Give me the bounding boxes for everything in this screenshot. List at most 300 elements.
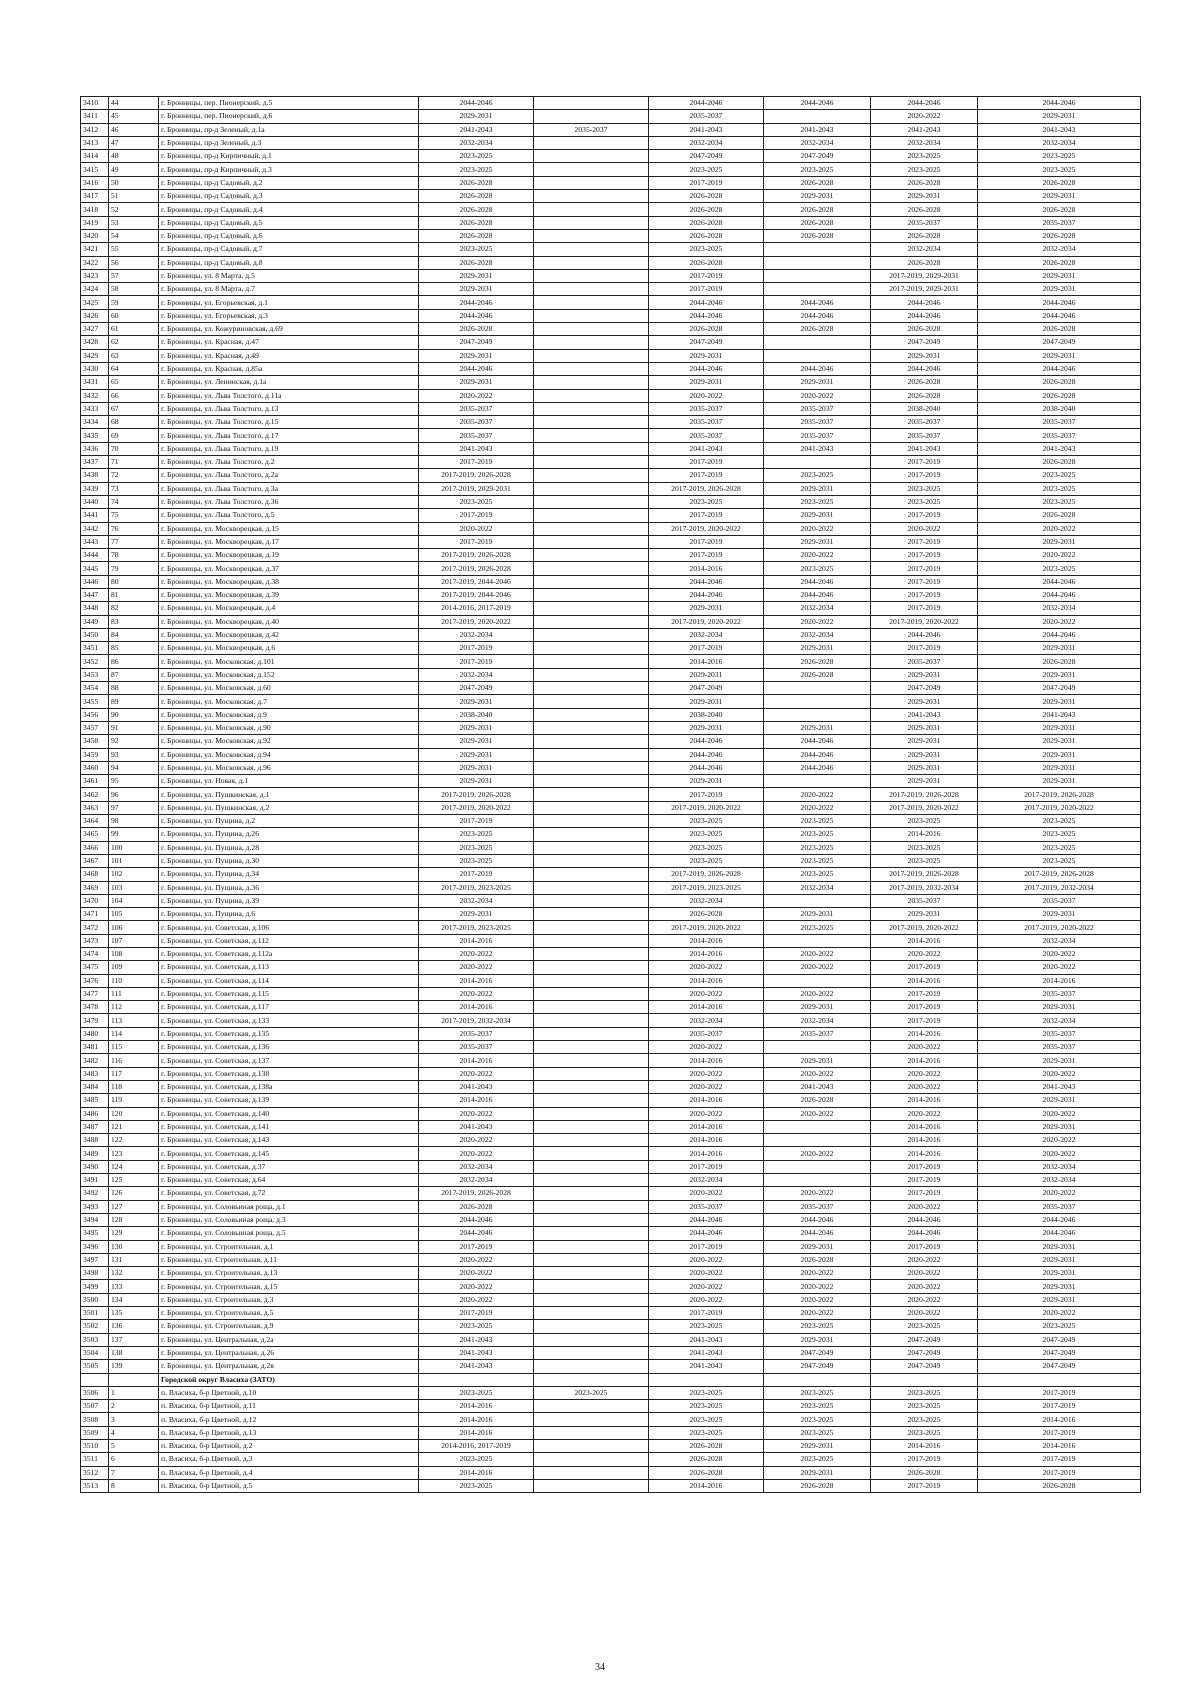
period-cell-1: 2026-2028 <box>419 203 534 216</box>
period-cell-5: 2029-2031 <box>871 761 978 774</box>
period-cell-6: 2029-2031 <box>978 1293 1141 1306</box>
period-cell-2 <box>534 1240 649 1253</box>
period-cell-2 <box>534 628 649 641</box>
period-cell-1: 2020-2022 <box>419 389 534 402</box>
period-cell-6: 2032-2034 <box>978 136 1141 149</box>
address-cell: г. Бронницы, ул. Советская, д.137 <box>159 1054 419 1067</box>
period-cell-6: 2026-2028 <box>978 1479 1141 1492</box>
local-number-cell: 103 <box>109 881 159 894</box>
local-number-cell: 67 <box>109 402 159 415</box>
period-cell-1: 2020-2022 <box>419 1134 534 1147</box>
period-cell-4: 2023-2025 <box>764 1400 871 1413</box>
period-cell-2 <box>534 841 649 854</box>
local-number-cell: 75 <box>109 509 159 522</box>
period-cell-3: 2035-2037 <box>649 416 764 429</box>
table-row <box>81 190 1141 203</box>
period-cell-3: 2032-2034 <box>649 628 764 641</box>
period-cell-3: 2044-2046 <box>649 748 764 761</box>
table-row <box>81 362 1141 375</box>
period-cell-1: 2020-2022 <box>419 948 534 961</box>
period-cell-2 <box>534 1307 649 1320</box>
period-cell-5: 2017-2019 <box>871 602 978 615</box>
period-cell-6: 2029-2031 <box>978 775 1141 788</box>
table-row <box>81 1293 1141 1306</box>
table-row <box>81 908 1141 921</box>
period-cell-1: 2014-2016 <box>419 974 534 987</box>
period-cell-5: 2014-2016 <box>871 1094 978 1107</box>
period-cell-1: 2026-2028 <box>419 1200 534 1213</box>
address-cell: г. Бронницы, ул. Москворецкая, д.17 <box>159 535 419 548</box>
table-row <box>81 815 1141 828</box>
period-cell-4: 2020-2022 <box>764 987 871 1000</box>
address-cell: г. Бронницы, пер. Пионерский, д.5 <box>159 97 419 110</box>
row-number-cell: 3413 <box>81 136 109 149</box>
period-cell-5: 2023-2025 <box>871 1320 978 1333</box>
address-cell: п. Власиха, б-р Цветной, д.12 <box>159 1413 419 1426</box>
row-number-cell: 3483 <box>81 1067 109 1080</box>
local-number-cell: 66 <box>109 389 159 402</box>
table-row <box>81 323 1141 336</box>
row-number-cell: 3505 <box>81 1360 109 1373</box>
period-cell-4: 2023-2025 <box>764 1426 871 1439</box>
period-cell-1: 2032-2034 <box>419 1174 534 1187</box>
period-cell-3: 2044-2046 <box>649 309 764 322</box>
table-row <box>81 349 1141 362</box>
period-cell-5: 2047-2049 <box>871 1333 978 1346</box>
period-cell-3: 2014-2016 <box>649 1120 764 1133</box>
period-cell-5: 2017-2019, 2020-2022 <box>871 921 978 934</box>
period-cell-3: 2014-2016 <box>649 1094 764 1107</box>
row-number-cell: 3420 <box>81 229 109 242</box>
table-row <box>81 748 1141 761</box>
row-number-cell: 3447 <box>81 588 109 601</box>
period-cell-6: 2047-2049 <box>978 1346 1141 1359</box>
period-cell-6: 2023-2025 <box>978 815 1141 828</box>
row-number-cell: 3436 <box>81 442 109 455</box>
local-number-cell: 96 <box>109 788 159 801</box>
period-cell-5: 2017-2019, 2020-2022 <box>871 801 978 814</box>
address-cell: г. Бронницы, ул. Центральная, д.2а <box>159 1333 419 1346</box>
period-cell-4: 2047-2049 <box>764 1360 871 1373</box>
address-cell: г. Бронницы, ул. Льва Толстого, д.11а <box>159 389 419 402</box>
period-cell-4: 2023-2025 <box>764 815 871 828</box>
period-cell-3: 2014-2016 <box>649 1001 764 1014</box>
period-cell-5: 2017-2019 <box>871 1014 978 1027</box>
table-row <box>81 150 1141 163</box>
table-row <box>81 97 1141 110</box>
period-cell-3: 2017-2019 <box>649 1240 764 1253</box>
address-cell: г. Бронницы, ул. Строительная, д.1 <box>159 1240 419 1253</box>
address-cell: г. Бронницы, ул. Пушкинская, д.1 <box>159 788 419 801</box>
local-number-cell: 87 <box>109 668 159 681</box>
local-number-cell: 93 <box>109 748 159 761</box>
table-row <box>81 110 1141 123</box>
period-cell-1: 2026-2028 <box>419 190 534 203</box>
period-cell-6: 2017-2019, 2026-2028 <box>978 868 1141 881</box>
period-cell-5: 2035-2037 <box>871 429 978 442</box>
address-cell: г. Бронницы, ул. Москворецкая, д.37 <box>159 562 419 575</box>
period-cell-4: 2035-2037 <box>764 1027 871 1040</box>
period-cell-3: 2020-2022 <box>649 1041 764 1054</box>
period-cell-2 <box>534 509 649 522</box>
period-cell-6: 2029-2031 <box>978 1240 1141 1253</box>
period-cell-2 <box>534 1227 649 1240</box>
period-cell-3: 2020-2022 <box>649 1267 764 1280</box>
address-cell: г. Бронницы, ул. Пушкинская, д.2 <box>159 801 419 814</box>
period-cell-3: 2047-2049 <box>649 682 764 695</box>
period-cell-1: 2017-2019, 2026-2028 <box>419 1187 534 1200</box>
table-row <box>81 336 1141 349</box>
period-cell-5: 2017-2019 <box>871 509 978 522</box>
period-cell-1: 2020-2022 <box>419 1293 534 1306</box>
period-cell-5: 2017-2019 <box>871 456 978 469</box>
table-row <box>81 1200 1141 1213</box>
period-cell-6: 2044-2046 <box>978 628 1141 641</box>
period-cell-1: 2041-2043 <box>419 442 534 455</box>
period-cell-5: 2029-2031 <box>871 695 978 708</box>
period-cell-2 <box>534 721 649 734</box>
period-cell-2 <box>534 815 649 828</box>
period-cell-5 <box>871 1373 978 1386</box>
period-cell-1: 2017-2019, 2044-2046 <box>419 575 534 588</box>
period-cell-2 <box>534 1360 649 1373</box>
local-number-cell: 110 <box>109 974 159 987</box>
period-cell-4: 2044-2046 <box>764 1227 871 1240</box>
period-cell-2 <box>534 562 649 575</box>
period-cell-6: 2041-2043 <box>978 1080 1141 1093</box>
address-cell: г. Бронницы, ул. Московская, д.96 <box>159 761 419 774</box>
period-cell-2 <box>534 868 649 881</box>
period-cell-4: 2023-2025 <box>764 562 871 575</box>
period-cell-4: 2029-2031 <box>764 509 871 522</box>
address-cell: г. Бронницы, ул. Советская, д.114 <box>159 974 419 987</box>
period-cell-2 <box>534 615 649 628</box>
local-number-cell: 52 <box>109 203 159 216</box>
local-number-cell: 89 <box>109 695 159 708</box>
period-cell-3: 2041-2043 <box>649 1333 764 1346</box>
local-number-cell: 80 <box>109 575 159 588</box>
local-number-cell: 106 <box>109 921 159 934</box>
address-cell: г. Бронницы, ул. Советская, д.37 <box>159 1160 419 1173</box>
period-cell-4: 2023-2025 <box>764 495 871 508</box>
period-cell-3: 2014-2016 <box>649 948 764 961</box>
period-cell-6: 2032-2034 <box>978 243 1141 256</box>
table-row <box>81 575 1141 588</box>
period-cell-6: 2044-2046 <box>978 309 1141 322</box>
period-cell-6: 2014-2016 <box>978 974 1141 987</box>
row-number-cell: 3500 <box>81 1293 109 1306</box>
address-cell: п. Власиха, б-р Цветной, д.10 <box>159 1386 419 1399</box>
table-row <box>81 1373 1141 1386</box>
period-cell-6: 2026-2028 <box>978 376 1141 389</box>
period-cell-4: 2026-2028 <box>764 216 871 229</box>
period-cell-2 <box>534 203 649 216</box>
period-cell-5: 2023-2025 <box>871 1426 978 1439</box>
period-cell-5: 2047-2049 <box>871 1346 978 1359</box>
period-cell-4 <box>764 1160 871 1173</box>
address-cell: г. Бронницы, пр-д Садовый, д.2 <box>159 176 419 189</box>
table-row <box>81 987 1141 1000</box>
period-cell-1: 2023-2025 <box>419 1320 534 1333</box>
table-row <box>81 1240 1141 1253</box>
row-number-cell: 3495 <box>81 1227 109 1240</box>
period-cell-2 <box>534 948 649 961</box>
period-cell-4: 2029-2031 <box>764 908 871 921</box>
period-cell-4: 2023-2025 <box>764 921 871 934</box>
period-cell-5: 2017-2019, 2020-2022 <box>871 615 978 628</box>
local-number-cell: 115 <box>109 1041 159 1054</box>
address-cell: г. Бронницы, пр-д Зеленый, д.3 <box>159 136 419 149</box>
period-cell-2 <box>534 987 649 1000</box>
address-cell: п. Власиха, б-р Цветной, д.4 <box>159 1466 419 1479</box>
period-cell-5: 2023-2025 <box>871 815 978 828</box>
period-cell-4 <box>764 1174 871 1187</box>
period-cell-4: 2029-2031 <box>764 376 871 389</box>
period-cell-6: 2029-2031 <box>978 735 1141 748</box>
period-cell-4 <box>764 974 871 987</box>
period-cell-6: 2032-2034 <box>978 1174 1141 1187</box>
table-row <box>81 1307 1141 1320</box>
address-cell: г. Бронницы, ул. Советская, д.135 <box>159 1027 419 1040</box>
period-cell-1: 2023-2025 <box>419 854 534 867</box>
row-number-cell: 3476 <box>81 974 109 987</box>
period-cell-1: 2017-2019, 2026-2028 <box>419 562 534 575</box>
local-number-cell: 98 <box>109 815 159 828</box>
row-number-cell: 3470 <box>81 894 109 907</box>
period-cell-3: 2029-2031 <box>649 668 764 681</box>
period-cell-2 <box>534 402 649 415</box>
period-cell-6: 2017-2019 <box>978 1386 1141 1399</box>
period-cell-6: 2029-2031 <box>978 190 1141 203</box>
period-cell-3: 2017-2019 <box>649 642 764 655</box>
period-cell-3: 2041-2043 <box>649 123 764 136</box>
period-cell-2 <box>534 1134 649 1147</box>
row-number-cell: 3477 <box>81 987 109 1000</box>
period-cell-3: 2047-2049 <box>649 150 764 163</box>
table-row <box>81 602 1141 615</box>
local-number-cell: 137 <box>109 1333 159 1346</box>
address-cell: г. Бронницы, ул. Льва Толстого, д.3а <box>159 482 419 495</box>
period-cell-2 <box>534 1400 649 1413</box>
row-number-cell: 3442 <box>81 522 109 535</box>
row-number-cell: 3411 <box>81 110 109 123</box>
row-number-cell: 3456 <box>81 708 109 721</box>
row-number-cell: 3506 <box>81 1386 109 1399</box>
table-row <box>81 801 1141 814</box>
period-cell-1: 2044-2046 <box>419 1213 534 1226</box>
period-cell-2 <box>534 389 649 402</box>
period-cell-4: 2026-2028 <box>764 655 871 668</box>
table-row <box>81 442 1141 455</box>
period-cell-2 <box>534 349 649 362</box>
period-cell-3: 2017-2019 <box>649 509 764 522</box>
local-number-cell: 101 <box>109 854 159 867</box>
local-number-cell: 49 <box>109 163 159 176</box>
period-cell-3: 2044-2046 <box>649 296 764 309</box>
period-cell-6: 2035-2037 <box>978 1200 1141 1213</box>
period-cell-6: 2044-2046 <box>978 575 1141 588</box>
period-cell-6: 2017-2019 <box>978 1466 1141 1479</box>
period-cell-3: 2020-2022 <box>649 1253 764 1266</box>
table-row <box>81 1453 1141 1466</box>
period-cell-3: 2029-2031 <box>649 602 764 615</box>
period-cell-2 <box>534 1253 649 1266</box>
period-cell-2 <box>534 1107 649 1120</box>
address-cell: г. Бронницы, ул. Красная, д.47 <box>159 336 419 349</box>
row-number-cell: 3475 <box>81 961 109 974</box>
period-cell-3: 2035-2037 <box>649 110 764 123</box>
period-cell-6: 2029-2031 <box>978 1120 1141 1133</box>
row-number-cell: 3453 <box>81 668 109 681</box>
period-cell-6: 2020-2022 <box>978 1067 1141 1080</box>
row-number-cell: 3469 <box>81 881 109 894</box>
period-cell-1: 2014-2016 <box>419 1400 534 1413</box>
period-cell-4: 2020-2022 <box>764 522 871 535</box>
table-row <box>81 1187 1141 1200</box>
address-cell: п. Власиха, б-р Цветной, д.2 <box>159 1439 419 1452</box>
table-row <box>81 283 1141 296</box>
period-cell-5: 2020-2022 <box>871 1067 978 1080</box>
period-cell-5: 2023-2025 <box>871 1413 978 1426</box>
period-cell-4: 2035-2037 <box>764 416 871 429</box>
period-cell-4: 2047-2049 <box>764 1346 871 1359</box>
period-cell-4: 2026-2028 <box>764 203 871 216</box>
period-cell-5: 2047-2049 <box>871 336 978 349</box>
table-row <box>81 894 1141 907</box>
period-cell-1: 2026-2028 <box>419 323 534 336</box>
period-cell-3: 2047-2049 <box>649 336 764 349</box>
period-cell-2 <box>534 961 649 974</box>
table-row <box>81 495 1141 508</box>
period-cell-6: 2020-2022 <box>978 615 1141 628</box>
local-number-cell: 132 <box>109 1267 159 1280</box>
address-cell: г. Бронницы, ул. Центральная, д.2в <box>159 1360 419 1373</box>
period-cell-1: 2041-2043 <box>419 1333 534 1346</box>
period-cell-6: 2041-2043 <box>978 442 1141 455</box>
period-cell-1: 2026-2028 <box>419 256 534 269</box>
row-number-cell: 3463 <box>81 801 109 814</box>
period-cell-6: 2029-2031 <box>978 1253 1141 1266</box>
period-cell-4: 2026-2028 <box>764 668 871 681</box>
period-cell-4 <box>764 456 871 469</box>
period-cell-1: 2014-2016 <box>419 1001 534 1014</box>
period-cell-3: 2026-2028 <box>649 216 764 229</box>
address-cell: г. Бронницы, ул. Советская, д.143 <box>159 1134 419 1147</box>
period-cell-1: 2017-2019, 2026-2028 <box>419 549 534 562</box>
period-cell-5: 2023-2025 <box>871 841 978 854</box>
period-cell-1: 2044-2046 <box>419 97 534 110</box>
row-number-cell: 3412 <box>81 123 109 136</box>
local-number-cell: 78 <box>109 549 159 562</box>
period-cell-3: 2026-2028 <box>649 1466 764 1479</box>
period-cell-1: 2032-2034 <box>419 136 534 149</box>
period-cell-3: 2041-2043 <box>649 1360 764 1373</box>
period-cell-3: 2044-2046 <box>649 588 764 601</box>
period-cell-5: 2020-2022 <box>871 1253 978 1266</box>
period-cell-6: 2023-2025 <box>978 828 1141 841</box>
address-cell: г. Бронницы, ул. Строительная, д.13 <box>159 1267 419 1280</box>
local-number-cell: 4 <box>109 1426 159 1439</box>
period-cell-6: 2029-2031 <box>978 349 1141 362</box>
address-cell: г. Бронницы, ул. Строительная, д.9 <box>159 1320 419 1333</box>
period-cell-1: 2017-2019, 2023-2025 <box>419 921 534 934</box>
local-number-cell: 73 <box>109 482 159 495</box>
period-cell-3: 2017-2019 <box>649 456 764 469</box>
period-cell-4 <box>764 1041 871 1054</box>
period-cell-5: 2047-2049 <box>871 682 978 695</box>
period-cell-2 <box>534 1293 649 1306</box>
period-cell-1: 2026-2028 <box>419 216 534 229</box>
period-cell-4: 2020-2022 <box>764 961 871 974</box>
period-cell-2 <box>534 1373 649 1386</box>
period-cell-4 <box>764 1134 871 1147</box>
period-cell-5: 2029-2031 <box>871 349 978 362</box>
period-cell-4 <box>764 256 871 269</box>
table-row <box>81 695 1141 708</box>
period-cell-3: 2014-2016 <box>649 1054 764 1067</box>
period-cell-4 <box>764 894 871 907</box>
period-cell-6: 2017-2019, 2020-2022 <box>978 921 1141 934</box>
local-number-cell: 45 <box>109 110 159 123</box>
period-cell-5: 2014-2016 <box>871 934 978 947</box>
local-number-cell: 130 <box>109 1240 159 1253</box>
table-row <box>81 1014 1141 1027</box>
period-cell-4: 2020-2022 <box>764 1293 871 1306</box>
row-number-cell: 3471 <box>81 908 109 921</box>
period-cell-4: 2020-2022 <box>764 1267 871 1280</box>
address-cell: г. Бронницы, ул. Новая, д.1 <box>159 775 419 788</box>
address-cell: г. Бронницы, ул. Советская, д.115 <box>159 987 419 1000</box>
row-number-cell: 3410 <box>81 97 109 110</box>
address-cell: г. Бронницы, ул. Пущина, д.34 <box>159 868 419 881</box>
table-row <box>81 868 1141 881</box>
period-cell-5: 2035-2037 <box>871 216 978 229</box>
period-cell-2 <box>534 482 649 495</box>
period-cell-4: 2020-2022 <box>764 389 871 402</box>
local-number-cell: 76 <box>109 522 159 535</box>
row-number-cell: 3464 <box>81 815 109 828</box>
period-cell-5: 2026-2028 <box>871 1466 978 1479</box>
period-cell-5: 2044-2046 <box>871 1227 978 1240</box>
table-row <box>81 549 1141 562</box>
row-number-cell: 3449 <box>81 615 109 628</box>
table-row <box>81 934 1141 947</box>
row-number-cell: 3416 <box>81 176 109 189</box>
period-cell-2 <box>534 668 649 681</box>
period-cell-1: 2026-2028 <box>419 229 534 242</box>
address-cell: г. Бронницы, ул. Москворецкая, д.40 <box>159 615 419 628</box>
period-cell-3: 2026-2028 <box>649 203 764 216</box>
row-number-cell: 3489 <box>81 1147 109 1160</box>
row-number-cell: 3423 <box>81 269 109 282</box>
period-cell-5: 2017-2019 <box>871 1001 978 1014</box>
period-cell-6: 2023-2025 <box>978 482 1141 495</box>
period-cell-4: 2023-2025 <box>764 469 871 482</box>
address-cell: г. Бронницы, ул. Пущина, д.30 <box>159 854 419 867</box>
table-row <box>81 1134 1141 1147</box>
period-cell-4: 2044-2046 <box>764 748 871 761</box>
address-cell: г. Бронницы, ул. Москворецкая, д.39 <box>159 588 419 601</box>
row-number-cell: 3504 <box>81 1346 109 1359</box>
table-row <box>81 163 1141 176</box>
address-cell: г. Бронницы, ул. Советская, д.139 <box>159 1094 419 1107</box>
table-row <box>81 775 1141 788</box>
period-cell-4: 2044-2046 <box>764 588 871 601</box>
row-number-cell: 3426 <box>81 309 109 322</box>
period-cell-2 <box>534 1333 649 1346</box>
period-cell-4: 2029-2031 <box>764 1054 871 1067</box>
period-cell-2 <box>534 309 649 322</box>
